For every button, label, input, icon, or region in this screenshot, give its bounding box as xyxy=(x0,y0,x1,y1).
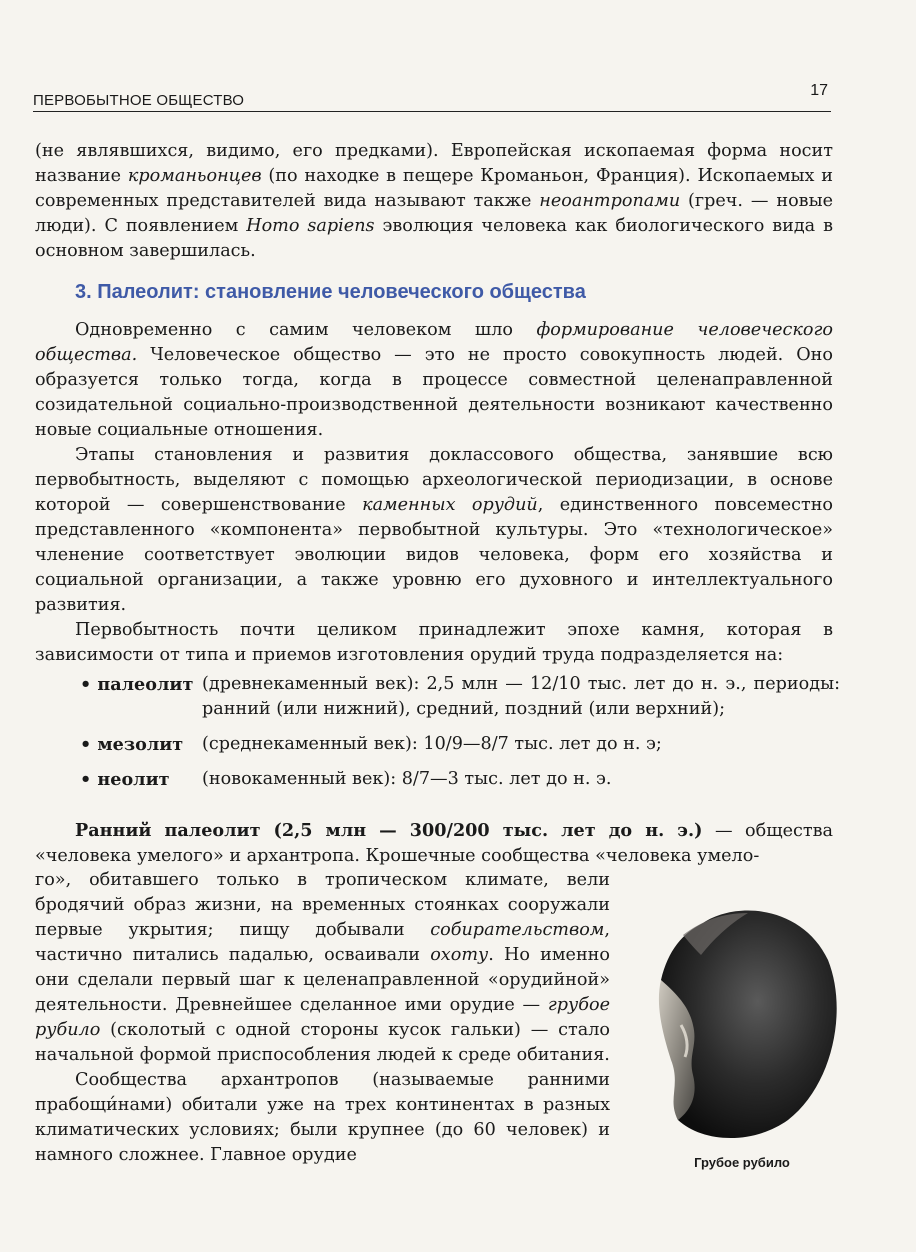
paragraph-society: Одновременно с самим человеком шло формирование человеческого общества. Человеческое общество — это не просто совокупность людей. Оно образуется только тогда, когда в процессе совместной целенаправленной созидательной социально-производственной деятельности возникают качественно новые социальные отношения. xyxy=(35,320,833,440)
intro-paragraph: (не являвшихся, видимо, его предками). Европейская ископаемая форма носит название кроманьонцев (по находке в пещере Кроманьон, Франция). Ископаемых и современных представителей вида называют также неоантропами (греч. — новые люди). С появлением Homo sapiens эволюция человека как биологического вида в основном завершилась. xyxy=(35,141,834,261)
page-number: 17 xyxy=(810,82,828,99)
header-rule xyxy=(33,111,831,112)
paragraph-stone-age: Первобытность почти целиком принадлежит эпохе камня, которая в зависимости от типа и приемов изготовления орудий труда подразделяется на: xyxy=(35,620,833,665)
early-paleolithic-lead: Ранний палеолит (2,5 млн — 300/200 тыс. лет до н. э.) — общества «человека умелого» и архантропа. Крошечные сообщества «человека умело- xyxy=(35,820,833,866)
section-heading: 3. Палеолит: становление человеческого общества xyxy=(75,281,586,303)
period-item-paleolithic: • палеолит (древнекаменный век): 2,5 млн — 12/10 тыс. лет до н. э., периоды: ранний (или нижний), средний, поздний (или верхний); xyxy=(80,672,840,722)
section-body xyxy=(35,318,833,668)
stone-chopper-image xyxy=(643,895,839,1150)
periods-list xyxy=(80,672,840,802)
paragraph-archanthropes: Сообщества архантропов (называемые ранними прабощи́нами) обитали уже на трех континентах в разных климатических условиях; были крупнее (до 60 человек) и намного сложнее. Главное орудие xyxy=(35,1070,610,1165)
early-paleolithic-body: го», обитавшего только в тропическом климате, вели бродячий образ жизни, на временных стоянках сооружали первые укрытия; пищу добывали собирательством, частично питались падалью, осваивали охоту. Но именно они сделали первый шаг к целенаправленной «орудийной» деятельности. Древнейшее сделанное ими орудие — грубое рубило (сколотый с одной стороны кусок гальки) — стало начальной формой приспособления людей к среде обитания. Сообщества архантропов (называемые ранними прабощи́нами) обитали уже на трех континентах в разных климатических условиях; были крупнее (до 60 человек) и намного сложнее. Главное орудие xyxy=(35,868,610,1168)
running-header: ПЕРВОБЫТНОЕ ОБЩЕСТВО xyxy=(33,92,245,109)
stone-chopper-icon xyxy=(643,895,839,1150)
figure-caption: Грубое рубило xyxy=(694,1155,790,1170)
period-item-neolithic: • неолит (новокаменный век): 8/7—3 тыс. лет до н. э. xyxy=(80,767,840,792)
paragraph-periodization: Этапы становления и развития доклассового общества, занявшие всю первобытность, выделяют с помощью археологической периодизации, в основе которой — совершенствование каменных орудий, единственного повсеместно представленного «компонента» первобытной культуры. Это «технологическое» членение соответствует эволюции видов человека, форм его хозяйства и социальной организации, а также уровню его духовного и интеллектуального развития. xyxy=(35,445,834,615)
period-item-mesolithic: • мезолит (среднекаменный век): 10/9—8/7 тыс. лет до н. э; xyxy=(80,732,840,757)
